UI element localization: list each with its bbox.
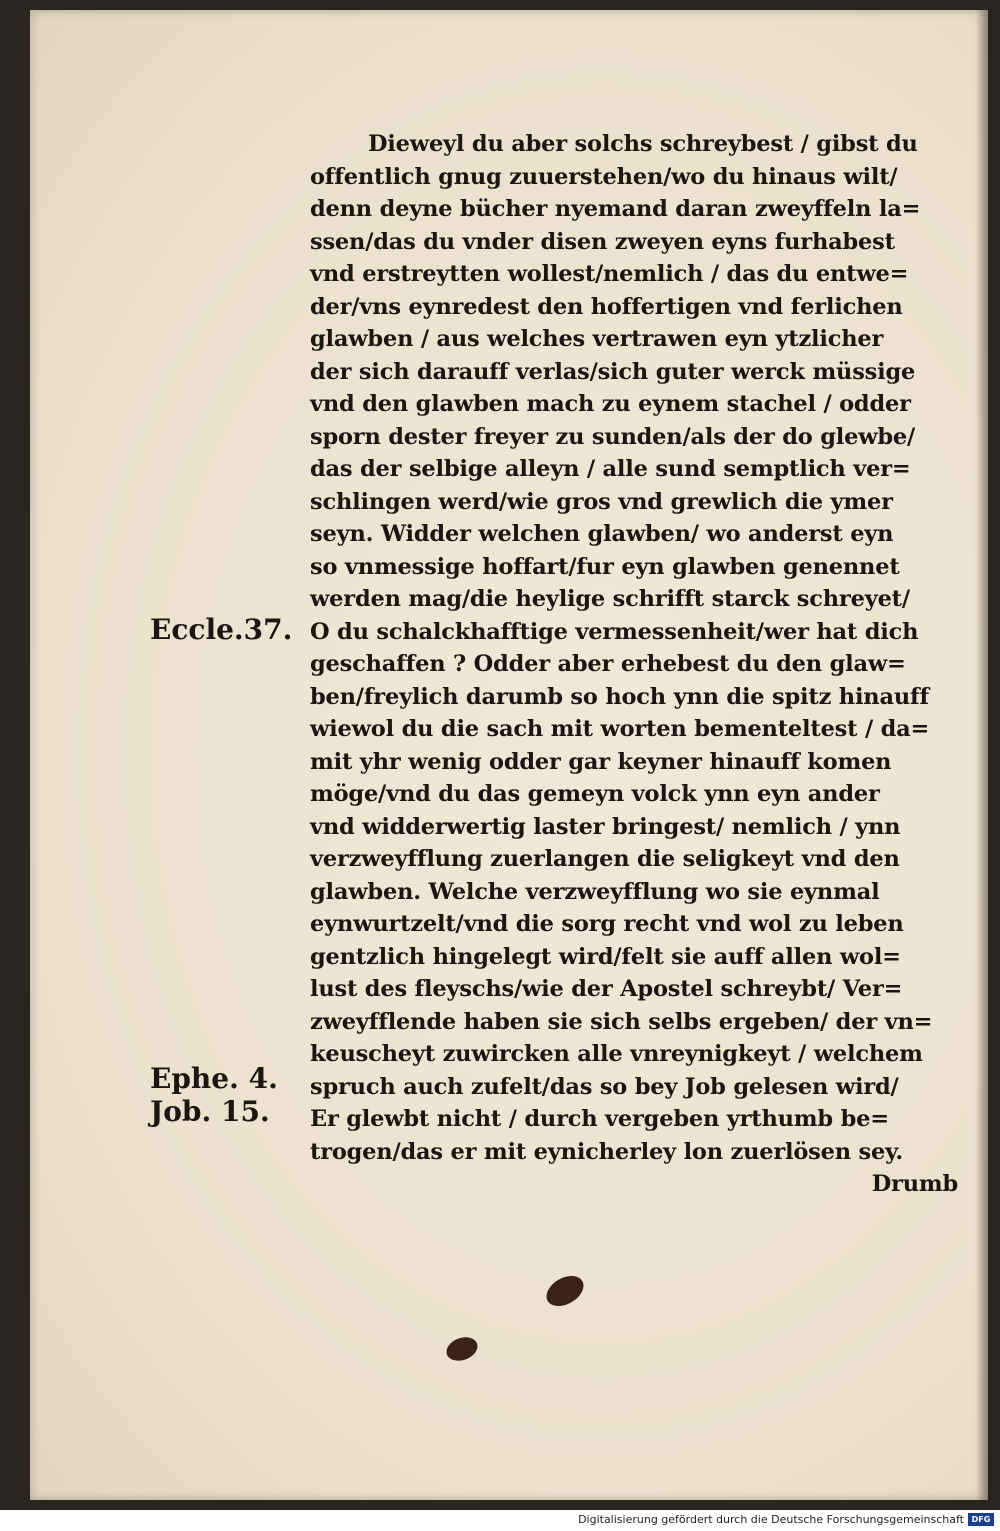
text-line: möge/vnd du das gemeyn volck ynn eyn ander [310,781,880,807]
text-line: gentzlich hingelegt wird/felt sie auff allen wol= [310,943,901,970]
text-line: ssen/das du vnder disen zweyen eyns furhabest [310,228,895,255]
text-line: vnd widderwertig laster bringest/ nemlich / ynn [310,813,901,840]
text-line: vnd den glawben mach zu eynem stachel / odder [310,391,911,417]
text-line: so vnmessige hoffart/fur eyn glawben genennet [310,553,900,580]
text-line: keuscheyt zuwircken alle vnreynigkeyt / welchem [310,1041,923,1067]
text-line: O du schalckhafftige vermessenheit/wer hat dich [310,618,919,645]
text-line: mit yhr wenig odder gar keyner hinauff komen [310,748,892,775]
catchword: Drumb [871,1171,958,1197]
footer-credit: Digitalisierung gefördert durch die Deutsche Forschungsgemeinschaft [578,1513,964,1526]
dfg-logo-icon: DFG [968,1513,994,1526]
text-line: seyn. Widder welchen glawben/ wo anderst eyn [310,521,894,547]
text-line: vnd erstreytten wollest/nemlich / das du entwe= [310,261,909,287]
text-line: glawben / aus welches vertrawen eyn ytzlicher [310,326,884,352]
text-line: ben/freylich darumb so hoch ynn die spitz hinauff [310,683,929,710]
book-page [30,10,988,1500]
text-line: trogen/das er mit eynicherley lon zuerlösen sey. [310,1138,904,1165]
text-line: zweyfflende haben sie sich selbs ergeben/ der vn= [310,1008,933,1035]
text-line: verzweyfflung zuerlangen die seligkeyt vnd den [310,846,900,872]
text-line: spruch auch zufelt/das so bey Job gelesen wird/ [310,1073,899,1100]
margin-note-ephe: Ephe. 4. [150,1062,278,1095]
text-line: der/vns eynredest den hoffertigen vnd ferlichen [310,293,903,320]
text-line: sporn dester freyer zu sunden/als der do glewbe/ [310,423,916,450]
text-line: schlingen werd/wie gros vnd grewlich die ymer [310,488,893,515]
text-line: glawben. Welche verzweyfflung wo sie eynmal [310,878,880,905]
page-gutter-shadow [976,10,988,1500]
ink-blot [541,1270,589,1313]
main-text-block [310,128,960,1201]
text-line: das der selbige alleyn / alle sund semptlich ver= [310,456,911,482]
ink-blot [443,1333,481,1365]
text-line: wiewol du die sach mit worten bementeltest / da= [310,716,930,742]
text-line: der sich darauff verlas/sich guter werck müssige [310,358,916,385]
text-line: geschaffen ? Odder aber erhebest du den glaw= [310,651,906,677]
text-line: denn deyne bücher nyemand daran zweyffeln la= [310,196,921,222]
text-line: lust des fleyschs/wie der Apostel schreybt/ Ver= [310,976,903,1002]
text-line: offentlich gnug zuuerstehen/wo du hinaus wilt/ [310,163,898,190]
margin-note-job: Job. 15. [150,1095,270,1128]
text-line: eynwurtzelt/vnd die sorg recht vnd wol zu leben [310,911,904,937]
text-line: werden mag/die heylige schrifft starck schreyet/ [310,586,910,612]
margin-note-eccle: Eccle.37. [150,613,293,646]
text-line: Dieweyl du aber solchs schreybest / gibst du [368,131,918,157]
text-line: Er glewbt nicht / durch vergeben yrthumb be= [310,1106,889,1132]
